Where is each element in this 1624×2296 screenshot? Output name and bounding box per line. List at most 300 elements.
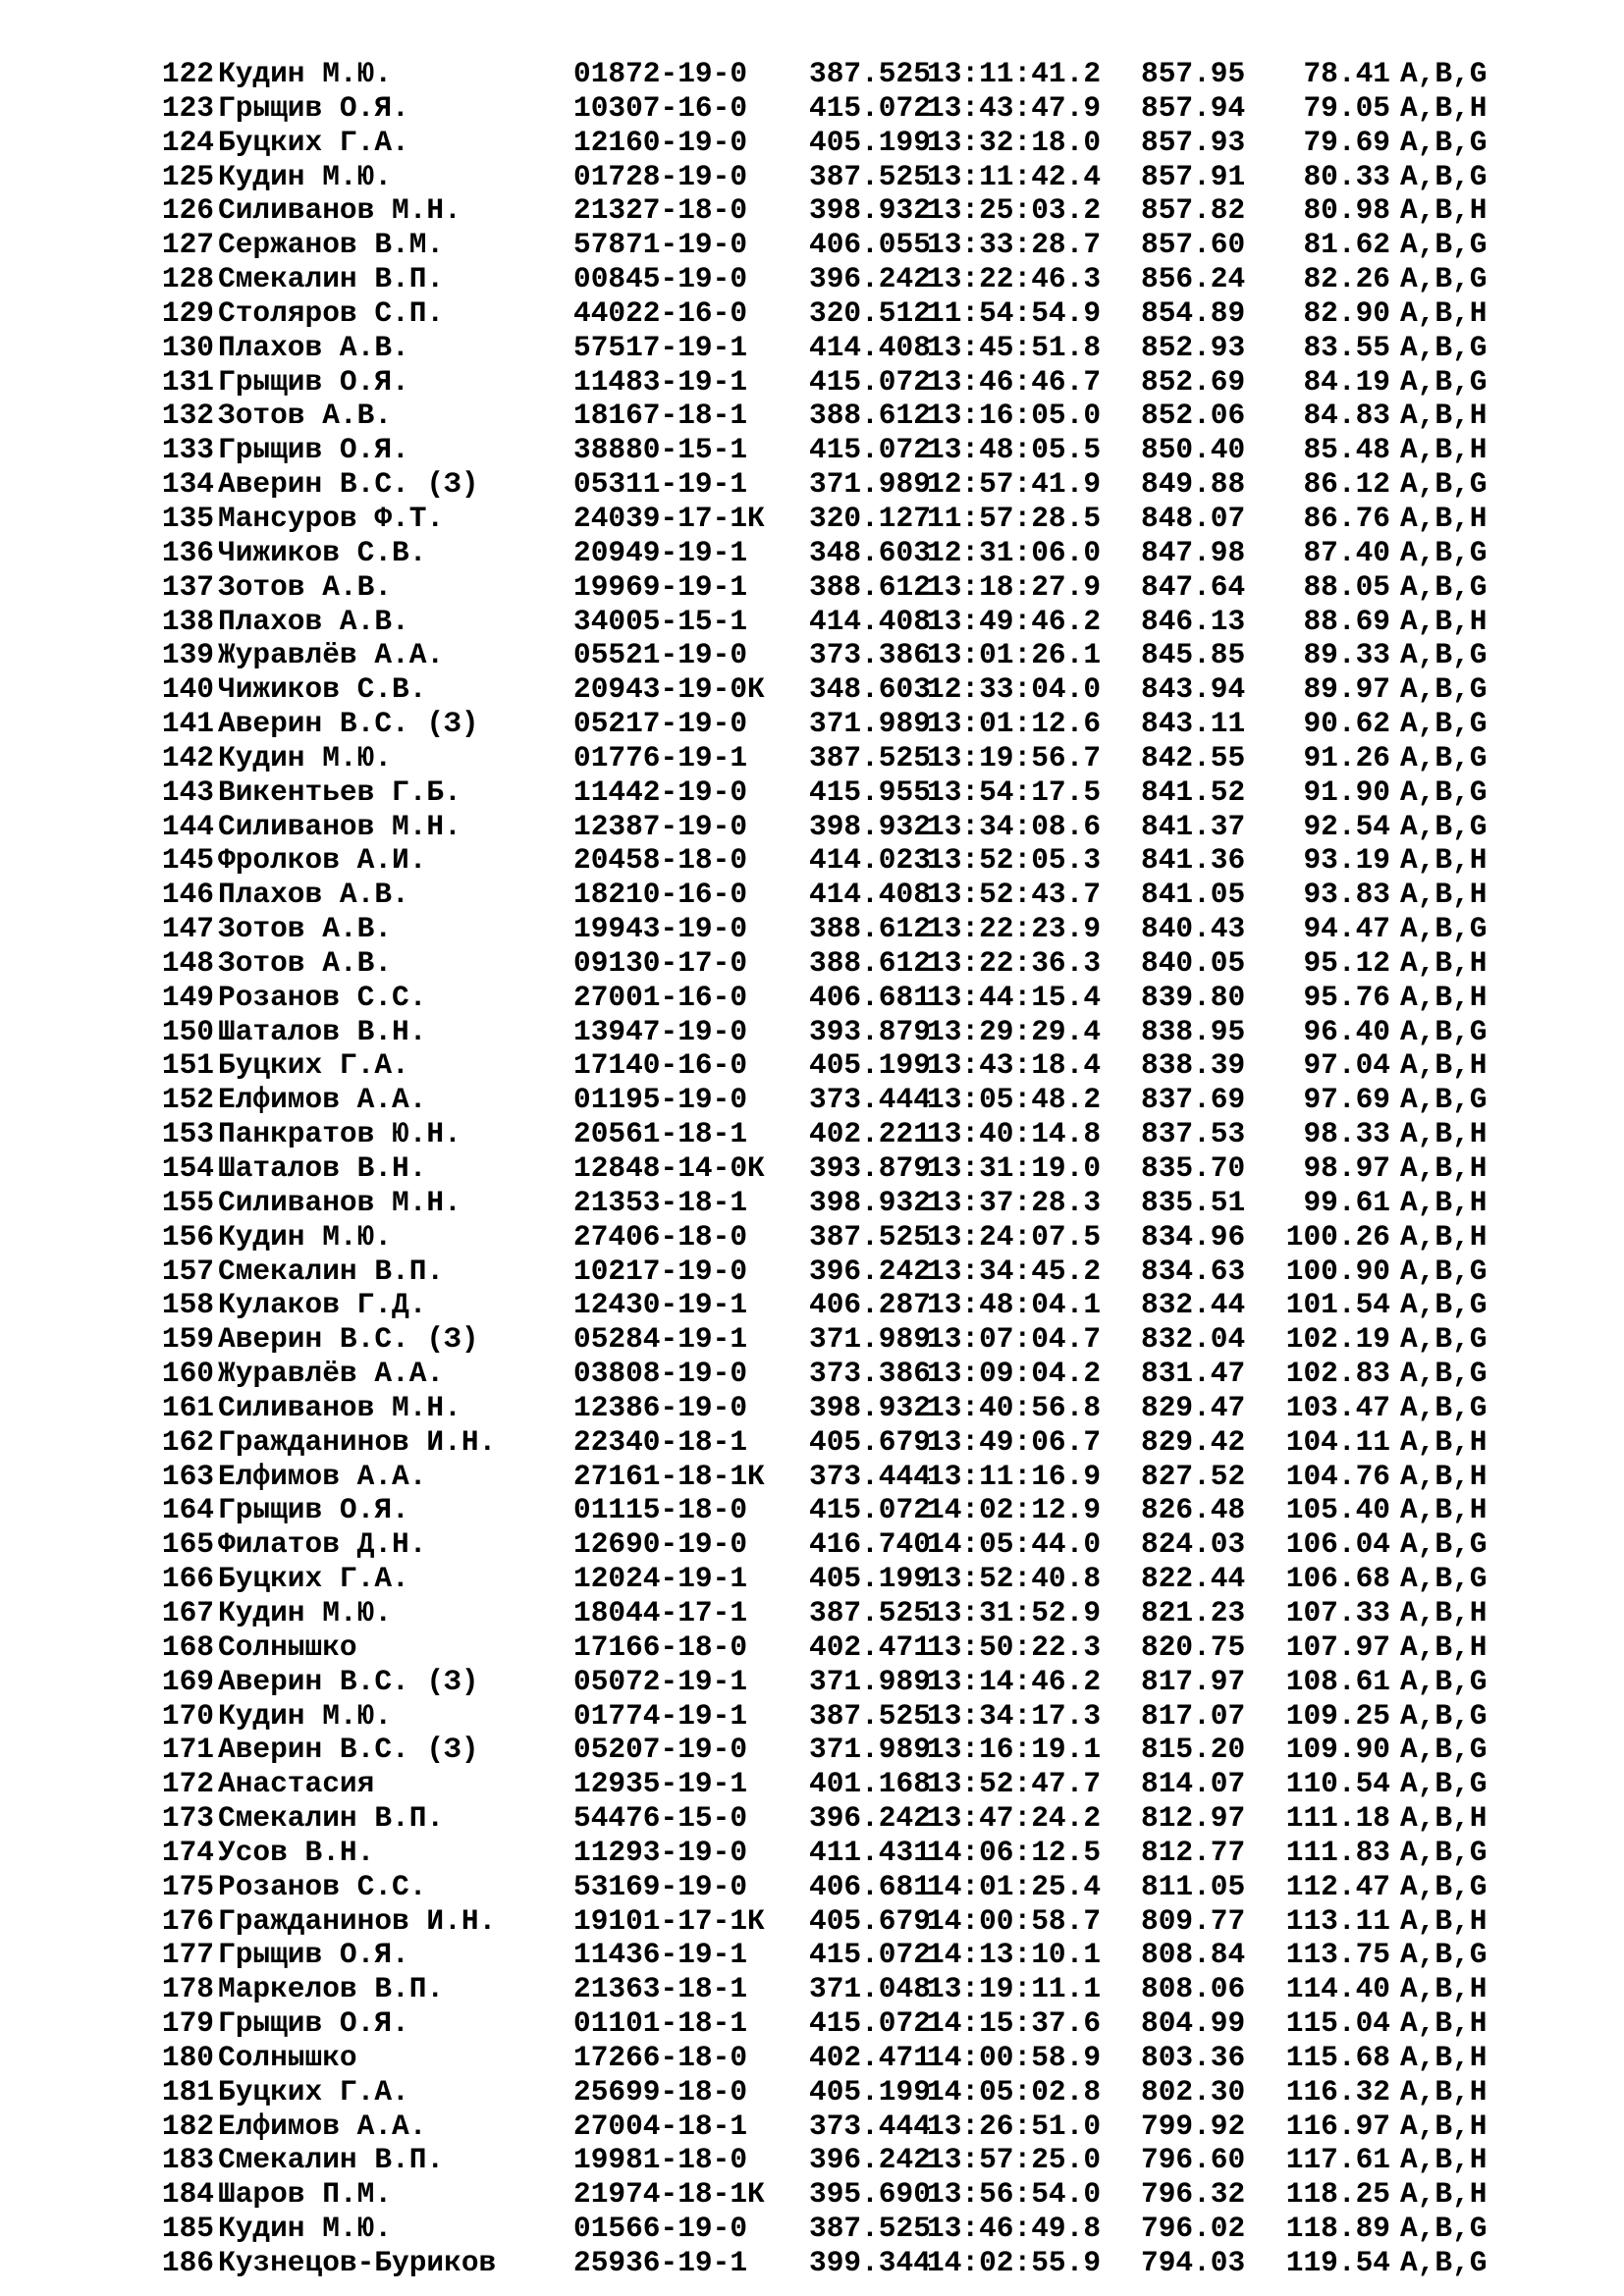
ring-number: 11483-19-1: [573, 364, 748, 399]
table-row: [143, 228, 1488, 262]
ring-number: 01776-19-1: [573, 740, 748, 774]
flags: A,B,G: [1400, 228, 1488, 262]
arrival-time: 13:47:24.2: [927, 1801, 1102, 1836]
speed: 835.51: [1141, 1185, 1246, 1219]
speed: 796.60: [1141, 2143, 1246, 2177]
points: 115.04: [1285, 2006, 1390, 2041]
fancier-name: Силиванов М.Н.: [218, 193, 461, 228]
ring-number: 12848-14-0К: [573, 1151, 765, 1185]
points: 116.32: [1285, 2074, 1390, 2109]
place-number: 173: [161, 1801, 214, 1836]
speed: 829.47: [1141, 1390, 1246, 1424]
speed: 821.23: [1141, 1595, 1246, 1629]
place-number: 149: [161, 980, 214, 1014]
ring-number: 12430-19-1: [573, 1288, 748, 1322]
arrival-time: 14:02:55.9: [927, 2246, 1102, 2279]
table-row: [143, 1117, 1488, 1151]
table-row: [143, 1733, 1488, 1767]
arrival-time: 13:48:05.5: [927, 433, 1102, 467]
table-row: [143, 331, 1488, 365]
fancier-name: Грыщив О.Я.: [218, 1493, 409, 1527]
table-row: [143, 1665, 1488, 1699]
speed: 832.04: [1141, 1322, 1246, 1357]
arrival-time: 13:40:14.8: [927, 1117, 1102, 1151]
ring-number: 12935-19-1: [573, 1767, 748, 1801]
ring-number: 27004-18-1: [573, 2109, 748, 2143]
fancier-name: Гражданинов И.Н.: [218, 1424, 497, 1459]
table-row: [143, 399, 1488, 433]
speed: 817.97: [1141, 1664, 1246, 1698]
speed: 857.94: [1141, 90, 1246, 125]
place-number: 159: [161, 1322, 214, 1357]
distance: 387.525: [809, 57, 931, 90]
speed: 843.94: [1141, 672, 1246, 707]
place-number: 152: [161, 1083, 214, 1117]
table-row: [143, 1357, 1488, 1391]
table-row: [143, 707, 1488, 741]
ring-number: 01115-18-0: [573, 1493, 748, 1527]
flags: A,B,G: [1400, 1527, 1488, 1562]
ring-number: 05072-19-1: [573, 1664, 748, 1698]
fancier-name: Грыщив О.Я.: [218, 1938, 409, 1972]
ring-number: 25699-18-0: [573, 2074, 748, 2109]
points: 113.75: [1285, 1938, 1390, 1972]
place-number: 154: [161, 1151, 214, 1185]
flags: A,B,H: [1400, 1151, 1488, 1185]
speed: 841.52: [1141, 774, 1246, 809]
distance: 388.612: [809, 399, 931, 433]
fancier-name: Грыщив О.Я.: [218, 364, 409, 399]
points: 86.76: [1303, 501, 1390, 535]
arrival-time: 13:22:23.9: [927, 912, 1102, 946]
ring-number: 27161-18-1К: [573, 1459, 765, 1493]
points: 100.26: [1285, 1219, 1390, 1254]
speed: 857.93: [1141, 125, 1246, 159]
speed: 846.13: [1141, 604, 1246, 638]
fancier-name: Усов В.Н.: [218, 1835, 375, 1869]
points: 115.68: [1285, 2040, 1390, 2074]
table-row: [143, 91, 1488, 126]
fancier-name: Плахов А.В.: [218, 878, 409, 912]
place-number: 171: [161, 1733, 214, 1767]
arrival-time: 13:49:06.7: [927, 1424, 1102, 1459]
speed: 803.36: [1141, 2040, 1246, 2074]
points: 97.69: [1303, 1083, 1390, 1117]
table-row: [143, 502, 1488, 536]
ring-number: 10307-16-0: [573, 90, 748, 125]
speed: 856.24: [1141, 262, 1246, 296]
speed: 808.84: [1141, 1938, 1246, 1972]
arrival-time: 14:00:58.7: [927, 1903, 1102, 1938]
speed: 843.11: [1141, 707, 1246, 741]
distance: 348.603: [809, 672, 931, 707]
place-number: 167: [161, 1595, 214, 1629]
flags: A,B,H: [1400, 2109, 1488, 2143]
points: 90.62: [1303, 707, 1390, 741]
flags: A,B,H: [1400, 843, 1488, 878]
place-number: 161: [161, 1390, 214, 1424]
fancier-name: Кудин М.Ю.: [218, 1595, 393, 1629]
flags: A,B,G: [1400, 125, 1488, 159]
speed: 852.69: [1141, 364, 1246, 399]
distance: 398.932: [809, 1390, 931, 1424]
flags: A,B,G: [1400, 774, 1488, 809]
place-number: 166: [161, 1562, 214, 1596]
ring-number: 27001-16-0: [573, 980, 748, 1014]
fancier-name: Солнышко: [218, 2040, 357, 2074]
flags: A,B,H: [1400, 1048, 1488, 1083]
arrival-time: 13:43:18.4: [927, 1048, 1102, 1083]
distance: 414.023: [809, 843, 931, 878]
fancier-name: Шаров П.М.: [218, 2177, 393, 2212]
speed: 841.36: [1141, 843, 1246, 878]
fancier-name: Смекалин В.П.: [218, 262, 445, 296]
place-number: 164: [161, 1493, 214, 1527]
speed: 850.40: [1141, 433, 1246, 467]
arrival-time: 13:19:56.7: [927, 740, 1102, 774]
arrival-time: 13:24:07.5: [927, 1219, 1102, 1254]
place-number: 176: [161, 1903, 214, 1938]
flags: A,B,G: [1400, 330, 1488, 364]
table-row: [143, 2212, 1488, 2246]
points: 88.05: [1303, 569, 1390, 604]
distance: 415.072: [809, 2006, 931, 2041]
fancier-name: Чижиков С.В.: [218, 535, 427, 569]
fancier-name: Аверин В.С. (З): [218, 1664, 479, 1698]
arrival-time: 13:52:47.7: [927, 1767, 1102, 1801]
table-row: [143, 1425, 1488, 1460]
place-number: 148: [161, 945, 214, 980]
ring-number: 20949-19-1: [573, 535, 748, 569]
table-row: [143, 2143, 1488, 2177]
ring-number: 20458-18-0: [573, 843, 748, 878]
flags: A,B,G: [1400, 1288, 1488, 1322]
fancier-name: Кулаков Г.Д.: [218, 1288, 427, 1322]
arrival-time: 13:07:04.7: [927, 1322, 1102, 1357]
distance: 414.408: [809, 878, 931, 912]
table-row: [143, 2006, 1488, 2041]
arrival-time: 13:33:28.7: [927, 228, 1102, 262]
place-number: 172: [161, 1767, 214, 1801]
distance: 320.127: [809, 501, 931, 535]
place-number: 168: [161, 1629, 214, 1664]
points: 89.33: [1303, 638, 1390, 672]
flags: A,B,H: [1400, 2040, 1488, 2074]
place-number: 126: [161, 193, 214, 228]
fancier-name: Елфимов А.А.: [218, 2109, 427, 2143]
arrival-time: 13:34:45.2: [927, 1254, 1102, 1288]
fancier-name: Кудин М.Ю.: [218, 740, 393, 774]
arrival-time: 13:52:05.3: [927, 843, 1102, 878]
arrival-time: 13:26:51.0: [927, 2109, 1102, 2143]
arrival-time: 13:49:46.2: [927, 604, 1102, 638]
flags: A,B,G: [1400, 569, 1488, 604]
points: 94.47: [1303, 912, 1390, 946]
place-number: 151: [161, 1048, 214, 1083]
arrival-time: 13:34:17.3: [927, 1698, 1102, 1733]
points: 111.83: [1285, 1835, 1390, 1869]
fancier-name: Анастасия: [218, 1767, 375, 1801]
distance: 405.199: [809, 1048, 931, 1083]
table-row: [143, 775, 1488, 810]
place-number: 134: [161, 467, 214, 502]
table-row: [143, 1083, 1488, 1117]
speed: 841.37: [1141, 809, 1246, 843]
place-number: 131: [161, 364, 214, 399]
points: 99.61: [1303, 1185, 1390, 1219]
table-row: [143, 1493, 1488, 1527]
table-row: [143, 193, 1488, 228]
arrival-time: 13:44:15.4: [927, 980, 1102, 1014]
speed: 857.82: [1141, 193, 1246, 228]
place-number: 175: [161, 1869, 214, 1903]
flags: A,B,H: [1400, 1117, 1488, 1151]
ring-number: 21974-18-1К: [573, 2177, 765, 2212]
fancier-name: Елфимов А.А.: [218, 1083, 427, 1117]
fancier-name: Солнышко: [218, 1629, 357, 1664]
distance: 405.199: [809, 1562, 931, 1596]
table-row: [143, 1322, 1488, 1357]
ring-number: 54476-15-0: [573, 1801, 748, 1836]
ring-number: 09130-17-0: [573, 945, 748, 980]
table-row: [143, 262, 1488, 296]
flags: A,B,G: [1400, 1698, 1488, 1733]
place-number: 130: [161, 330, 214, 364]
points: 80.98: [1303, 193, 1390, 228]
ring-number: 13947-19-0: [573, 1014, 748, 1048]
distance: 393.879: [809, 1151, 931, 1185]
arrival-time: 14:02:12.9: [927, 1493, 1102, 1527]
ring-number: 10217-19-0: [573, 1254, 748, 1288]
speed: 826.48: [1141, 1493, 1246, 1527]
flags: A,B,H: [1400, 433, 1488, 467]
speed: 845.85: [1141, 638, 1246, 672]
fancier-name: Фролков А.И.: [218, 843, 427, 878]
points: 81.62: [1303, 228, 1390, 262]
ring-number: 18044-17-1: [573, 1595, 748, 1629]
fancier-name: Кудин М.Ю.: [218, 1219, 393, 1254]
table-row: [143, 1288, 1488, 1322]
speed: 839.80: [1141, 980, 1246, 1014]
flags: A,B,G: [1400, 364, 1488, 399]
place-number: 146: [161, 878, 214, 912]
table-row: [143, 1527, 1488, 1562]
flags: A,B,G: [1400, 467, 1488, 502]
ring-number: 17266-18-0: [573, 2040, 748, 2074]
speed: 838.39: [1141, 1048, 1246, 1083]
results-table: [143, 57, 1488, 2280]
table-row: [143, 536, 1488, 570]
ring-number: 11442-19-0: [573, 774, 748, 809]
arrival-time: 12:31:06.0: [927, 535, 1102, 569]
speed: 838.95: [1141, 1014, 1246, 1048]
speed: 794.03: [1141, 2246, 1246, 2279]
flags: A,B,G: [1400, 1357, 1488, 1391]
points: 105.40: [1285, 1493, 1390, 1527]
ring-number: 20943-19-0К: [573, 672, 765, 707]
fancier-name: Кудин М.Ю.: [218, 159, 393, 193]
speed: 796.32: [1141, 2177, 1246, 2212]
fancier-name: Силиванов М.Н.: [218, 809, 461, 843]
distance: 406.287: [809, 1288, 931, 1322]
flags: A,B,H: [1400, 1219, 1488, 1254]
distance: 393.879: [809, 1014, 931, 1048]
table-row: [143, 2246, 1488, 2280]
fancier-name: Грыщив О.Я.: [218, 2006, 409, 2041]
distance: 415.072: [809, 1938, 931, 1972]
speed: 852.06: [1141, 399, 1246, 433]
flags: A,B,G: [1400, 1767, 1488, 1801]
ring-number: 12024-19-1: [573, 1562, 748, 1596]
distance: 371.989: [809, 707, 931, 741]
table-row: [143, 1699, 1488, 1734]
points: 111.18: [1285, 1801, 1390, 1836]
speed: 837.53: [1141, 1117, 1246, 1151]
flags: A,B,H: [1400, 878, 1488, 912]
ring-number: 19969-19-1: [573, 569, 748, 604]
table-row: [143, 1801, 1488, 1836]
points: 106.04: [1285, 1527, 1390, 1562]
arrival-time: 12:57:41.9: [927, 467, 1102, 502]
table-row: [143, 2075, 1488, 2109]
distance: 402.471: [809, 1629, 931, 1664]
table-row: [143, 1972, 1488, 2006]
ring-number: 57517-19-1: [573, 330, 748, 364]
flags: A,B,G: [1400, 1938, 1488, 1972]
ring-number: 53169-19-0: [573, 1869, 748, 1903]
distance: 348.603: [809, 535, 931, 569]
speed: 812.77: [1141, 1835, 1246, 1869]
ring-number: 19943-19-0: [573, 912, 748, 946]
table-row: [143, 946, 1488, 981]
arrival-time: 14:13:10.1: [927, 1938, 1102, 1972]
table-row: [143, 2041, 1488, 2075]
arrival-time: 14:05:44.0: [927, 1527, 1102, 1562]
arrival-time: 13:34:08.6: [927, 809, 1102, 843]
ring-number: 57871-19-0: [573, 228, 748, 262]
arrival-time: 13:56:54.0: [927, 2177, 1102, 2212]
speed: 852.93: [1141, 330, 1246, 364]
fancier-name: Розанов С.С.: [218, 1869, 427, 1903]
points: 116.97: [1285, 2109, 1390, 2143]
ring-number: 27406-18-0: [573, 1219, 748, 1254]
flags: A,B,G: [1400, 809, 1488, 843]
fancier-name: Филатов Д.Н.: [218, 1527, 427, 1562]
place-number: 165: [161, 1527, 214, 1562]
distance: 402.221: [809, 1117, 931, 1151]
place-number: 160: [161, 1357, 214, 1391]
flags: A,B,H: [1400, 1185, 1488, 1219]
points: 86.12: [1303, 467, 1390, 502]
fancier-name: Чижиков С.В.: [218, 672, 427, 707]
place-number: 185: [161, 2212, 214, 2246]
flags: A,B,H: [1400, 1903, 1488, 1938]
distance: 406.681: [809, 1869, 931, 1903]
flags: A,B,G: [1400, 1835, 1488, 1869]
flags: A,B,H: [1400, 604, 1488, 638]
flags: A,B,H: [1400, 1801, 1488, 1836]
arrival-time: 11:54:54.9: [927, 295, 1102, 330]
ring-number: 12690-19-0: [573, 1527, 748, 1562]
points: 92.54: [1303, 809, 1390, 843]
table-row: [143, 878, 1488, 912]
table-row: [143, 1562, 1488, 1596]
fancier-name: Шаталов В.Н.: [218, 1151, 427, 1185]
points: 84.19: [1303, 364, 1390, 399]
arrival-time: 13:18:27.9: [927, 569, 1102, 604]
arrival-time: 14:15:37.6: [927, 2006, 1102, 2041]
table-row: [143, 1938, 1488, 1972]
distance: 398.932: [809, 809, 931, 843]
place-number: 140: [161, 672, 214, 707]
arrival-time: 13:50:22.3: [927, 1629, 1102, 1664]
ring-number: 17166-18-0: [573, 1629, 748, 1664]
table-row: [143, 1391, 1488, 1425]
place-number: 129: [161, 295, 214, 330]
points: 117.61: [1285, 2143, 1390, 2177]
table-row: [143, 638, 1488, 672]
flags: A,B,H: [1400, 945, 1488, 980]
distance: 411.431: [809, 1835, 931, 1869]
table-row: [143, 981, 1488, 1015]
place-number: 178: [161, 1972, 214, 2006]
speed: 796.02: [1141, 2212, 1246, 2246]
points: 114.40: [1285, 1972, 1390, 2006]
arrival-time: 13:45:51.8: [927, 330, 1102, 364]
table-row: [143, 160, 1488, 194]
table-row: [143, 1015, 1488, 1049]
place-number: 179: [161, 2006, 214, 2041]
points: 109.90: [1285, 1733, 1390, 1767]
fancier-name: Панкратов Ю.Н.: [218, 1117, 461, 1151]
distance: 371.989: [809, 1733, 931, 1767]
fancier-name: Кудин М.Ю.: [218, 2212, 393, 2246]
distance: 406.681: [809, 980, 931, 1014]
fancier-name: Шаталов В.Н.: [218, 1014, 427, 1048]
arrival-time: 12:33:04.0: [927, 672, 1102, 707]
place-number: 177: [161, 1938, 214, 1972]
distance: 371.989: [809, 1664, 931, 1698]
fancier-name: Маркелов В.П.: [218, 1972, 445, 2006]
flags: A,B,G: [1400, 1014, 1488, 1048]
points: 89.97: [1303, 672, 1390, 707]
fancier-name: Елфимов А.А.: [218, 1459, 427, 1493]
arrival-time: 13:01:12.6: [927, 707, 1102, 741]
table-row: [143, 2177, 1488, 2212]
points: 108.61: [1285, 1664, 1390, 1698]
arrival-time: 13:05:48.2: [927, 1083, 1102, 1117]
fancier-name: Грыщив О.Я.: [218, 433, 409, 467]
table-row: [143, 1767, 1488, 1801]
table-row: [143, 1596, 1488, 1630]
speed: 840.43: [1141, 912, 1246, 946]
speed: 814.07: [1141, 1767, 1246, 1801]
distance: 373.444: [809, 2109, 931, 2143]
place-number: 162: [161, 1424, 214, 1459]
ring-number: 12386-19-0: [573, 1390, 748, 1424]
flags: A,B,H: [1400, 2074, 1488, 2109]
distance: 387.525: [809, 1595, 931, 1629]
ring-number: 01101-18-1: [573, 2006, 748, 2041]
arrival-time: 13:29:29.4: [927, 1014, 1102, 1048]
distance: 405.199: [809, 2074, 931, 2109]
ring-number: 34005-15-1: [573, 604, 748, 638]
arrival-time: 14:01:25.4: [927, 1869, 1102, 1903]
points: 106.68: [1285, 1562, 1390, 1596]
flags: A,B,G: [1400, 2212, 1488, 2246]
points: 96.40: [1303, 1014, 1390, 1048]
distance: 398.932: [809, 193, 931, 228]
